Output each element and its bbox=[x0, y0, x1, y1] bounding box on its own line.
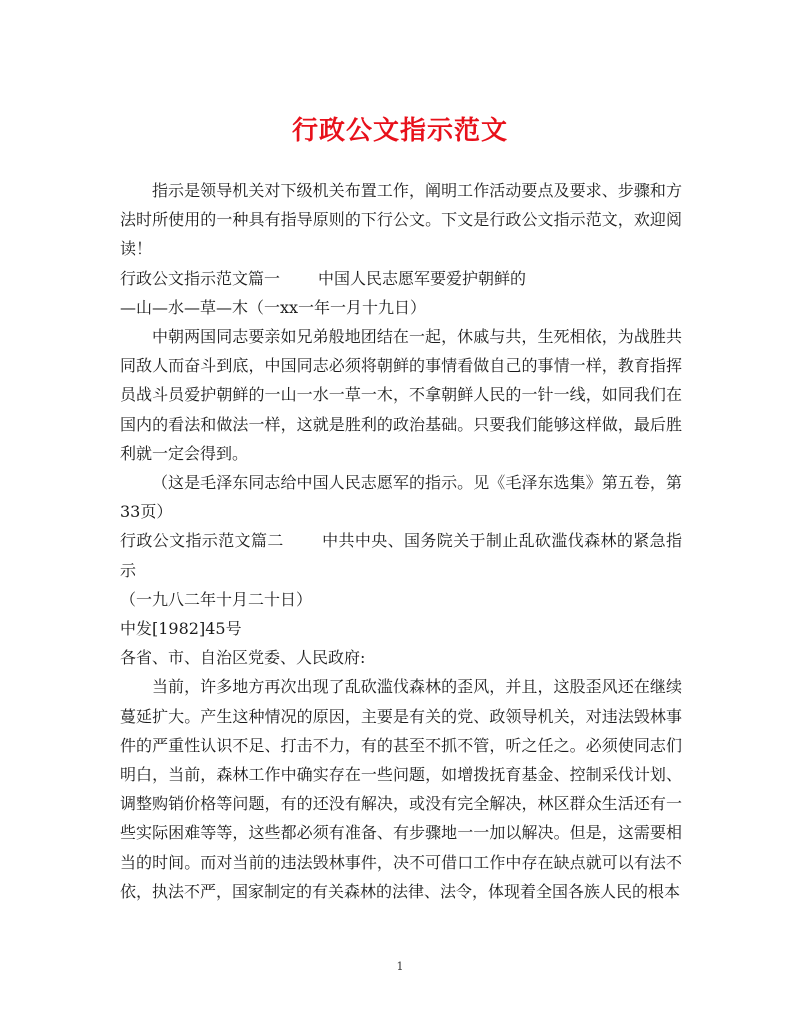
section1-heading-title: 中国人民志愿军要爱护朝鲜的 bbox=[318, 268, 527, 288]
section2-recipients: 各省、市、自治区党委、人民政府: bbox=[120, 648, 366, 668]
section2-heading-title: 中共中央、国务院关于制止乱砍滥伐森林的紧急指示 bbox=[120, 531, 682, 580]
section2-date: （一九八二年十月二十日） bbox=[120, 589, 313, 609]
section2-heading-label: 行政公文指示范文篇二 bbox=[120, 531, 284, 551]
intro-paragraph: 指示是领导机关对下级机关布置工作，阐明工作活动要点及要求、步骤和方法时所使用的一种具有指导原则的下行公文。下文是行政公文指示范文，欢迎阅读！ bbox=[120, 181, 682, 259]
section1-heading-label: 行政公文指示范文篇一 bbox=[120, 268, 281, 288]
document-title: 行政公文指示范文 bbox=[291, 116, 508, 146]
document-body bbox=[120, 176, 682, 906]
section2-doc-number: 中发[1982]45号 bbox=[120, 619, 242, 639]
section2-paragraph: 当前，许多地方再次出现了乱砍滥伐森林的歪风，并且，这股歪风还在继续蔓延扩大。产生这种情况的原因，主要是有关的党、政领导机关，对违法毁林事件的严重性认识不足、打击不力，有的甚至不抓不管，听之任之。必须使同志们明白，当前，森林工作中确实存在一些问题，如增拨抚育基金、控制采伐计划、调整购销价格等问题，有的还没有解决，或没有完全解决，林区群众生活还有一些实际困难等等，这些都必须有准备、有步骤地一一加以解决。但是，这需要相当的时间。而对当前的违法毁林事件，决不可借口工作中存在缺点就可以有法不依，执法不严，国家制定的有关森林的法律、法令，体现着全国各族人民的根本 bbox=[120, 677, 682, 901]
section1-paragraph: 中朝两国同志要亲如兄弟般地团结在一起，休戚与共，生死相依，为战胜共同敌人而奋斗到底，中国同志必须将朝鲜的事情看做自己的事情一样，教育指挥员战斗员爱护朝鲜的一山一水一草一木，不拿朝鲜人民的一针一线，如同我们在国内的看法和做法一样，这就是胜利的政治基础。只要我们能够这样做，最后胜利就一定会得到。 bbox=[120, 327, 682, 463]
section1-subtitle: —山—水—草—木（一xx一年一月十九日） bbox=[120, 297, 427, 317]
section2-heading bbox=[120, 526, 682, 584]
section1-heading bbox=[120, 264, 682, 293]
page-number: 1 bbox=[396, 960, 404, 973]
section1-note: （这是毛泽东同志给中国人民志愿军的指示。见《毛泽东选集》第五卷，第33页） bbox=[120, 473, 682, 522]
